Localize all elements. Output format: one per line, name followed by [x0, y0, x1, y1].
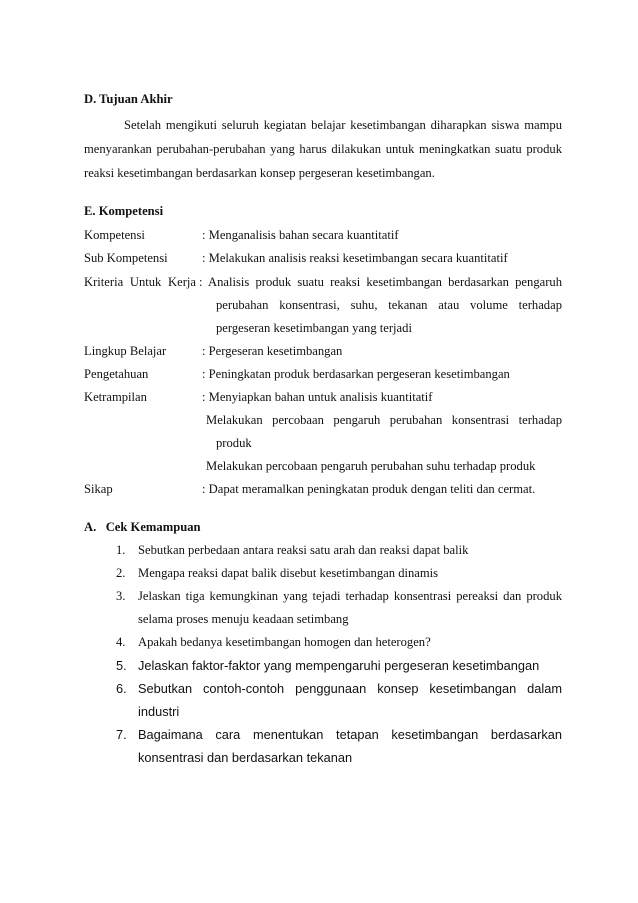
cek-item-number: 3. — [116, 589, 126, 603]
tujuan-line-1: Setelah mengikuti seluruh kegiatan belajar kesetimbangan diharapkan siswa mampu — [124, 118, 562, 132]
ketrampilan-value-line-1: : Menyiapkan bahan untuk analisis kuantitatif — [202, 390, 433, 404]
ketrampilan-label: Ketrampilan — [84, 390, 147, 404]
sub-kompetensi-value: : Melakukan analisis reaksi kesetimbangan secara kuantitatif — [202, 251, 508, 265]
sikap-label: Sikap — [84, 482, 113, 496]
ketrampilan-value-line-3: produk — [216, 436, 252, 450]
kompetensi-label: Kompetensi — [84, 228, 145, 242]
cek-item-number: 4. — [116, 635, 126, 649]
cek-item-text-cont: selama proses menuju keadaan setimbang — [138, 612, 349, 626]
cek-item-text: Jelaskan faktor-faktor yang mempengaruhi pergeseran kesetimbangan — [138, 658, 540, 673]
kriteria-value-line-2: perubahan konsentrasi, suhu, tekanan atau volume terhadap — [216, 298, 562, 312]
cek-item-number: 2. — [116, 566, 126, 580]
cek-item-number: 1. — [116, 543, 126, 557]
kriteria-value-line-3: pergeseran kesetimbangan yang terjadi — [216, 321, 412, 335]
section-heading-cek-kemampuan: A. Cek Kemampuan — [84, 520, 201, 534]
cek-item-number: 6. — [116, 681, 127, 696]
lingkup-value: : Pergeseran kesetimbangan — [202, 344, 343, 358]
kriteria-value-line-1: : Analisis produk suatu reaksi kesetimbangan berdasarkan pengaruh — [199, 275, 562, 289]
ketrampilan-value-line-2: Melakukan percobaan pengaruh perubahan konsentrasi terhadap — [206, 413, 562, 427]
cek-item-number: 5. — [116, 658, 127, 673]
kriteria-label: Kriteria Untuk Kerja — [84, 275, 196, 289]
sikap-value: : Dapat meramalkan peningkatan produk dengan teliti dan cermat. — [202, 482, 536, 496]
cek-item-text: Apakah bedanya kesetimbangan homogen dan heterogen? — [138, 635, 431, 649]
cek-item-text: Sebutkan perbedaan antara reaksi satu arah dan reaksi dapat balik — [138, 543, 469, 557]
cek-item-text-cont: industri — [138, 704, 180, 719]
kompetensi-value: : Menganalisis bahan secara kuantitatif — [202, 228, 399, 242]
section-heading-tujuan: D. Tujuan Akhir — [84, 92, 173, 106]
ketrampilan-value-line-4: Melakukan percobaan pengaruh perubahan suhu terhadap produk — [206, 459, 536, 473]
cek-item-text: Sebutkan contoh-contoh penggunaan konsep kesetimbangan dalam — [138, 681, 562, 696]
sub-kompetensi-label: Sub Kompetensi — [84, 251, 168, 265]
pengetahuan-value: : Peningkatan produk berdasarkan pergeseran kesetimbangan — [202, 367, 510, 381]
tujuan-line-2: menyarankan perubahan-perubahan yang harus dilakukan untuk meningkatkan suatu produk — [84, 142, 562, 156]
cek-item-text: Jelaskan tiga kemungkinan yang tejadi terhadap konsentrasi pereaksi dan produk — [138, 589, 562, 603]
cek-item-text-cont: konsentrasi dan berdasarkan tekanan — [138, 750, 353, 765]
section-heading-kompetensi: E. Kompetensi — [84, 204, 164, 218]
tujuan-line-3: reaksi kesetimbangan berdasarkan konsep pergeseran kesetimbangan. — [84, 166, 435, 180]
cek-item-number: 7. — [116, 727, 127, 742]
cek-item-text: Bagaimana cara menentukan tetapan kesetimbangan berdasarkan — [138, 727, 562, 742]
cek-item-text: Mengapa reaksi dapat balik disebut kesetimbangan dinamis — [138, 566, 439, 580]
lingkup-label: Lingkup Belajar — [84, 344, 167, 358]
pengetahuan-label: Pengetahuan — [84, 367, 149, 381]
